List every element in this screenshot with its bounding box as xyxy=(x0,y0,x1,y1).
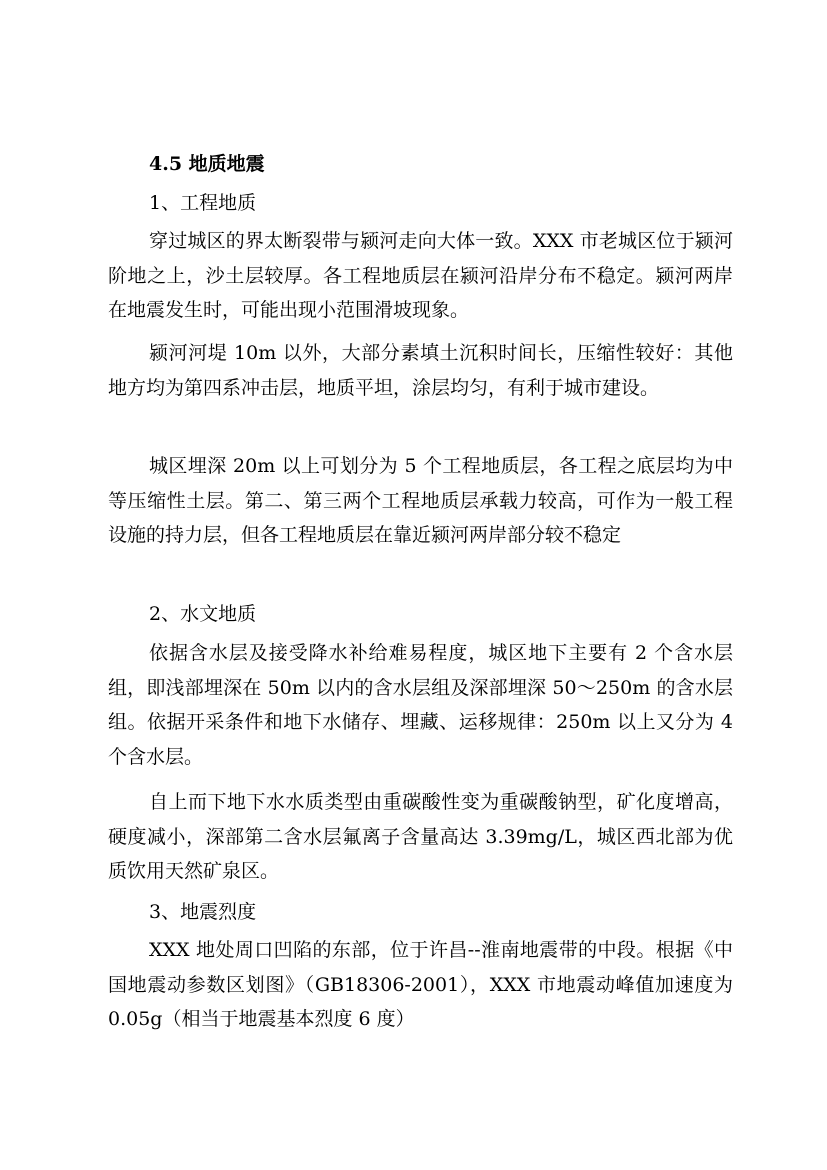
paragraph-seismic-zone: XXX 地处周口凹陷的东部，位于许昌--淮南地震带的中段。根据《中国地震动参数区划图》（GB18306-2001），XXX 市地震动峰值加速度为 0.05g（相当于地震基本烈度 6 度） xyxy=(108,939,733,1030)
paragraph-fault-zone: 穿过城区的界太断裂带与颍河走向大体一致。XXX 市老城区位于颍河阶地之上，沙土层较厚。各工程地质层在颍河沿岸分布不稳定。颍河两岸在地震发生时，可能出现小范围滑坡现象。 xyxy=(108,230,733,321)
subsection-title-engineering-geology: 1、工程地质 xyxy=(149,192,257,214)
subsection-title-seismic-intensity: 3、地震烈度 xyxy=(149,901,257,923)
paragraph-geologic-layers: 城区埋深 20m 以上可划分为 5 个工程地质层，各工程之底层均为中等压缩性土层。第二、第三两个工程地质层承载力较高，可作为一般工程设施的持力层，但各工程地质层在靠近颍河两岸部分较不稳定 xyxy=(108,455,733,546)
subsection-title-hydrogeology: 2、水文地质 xyxy=(149,603,257,625)
section-title: 4.5 地质地震 xyxy=(149,153,265,175)
paragraph-water-quality: 自上而下地下水水质类型由重碳酸性变为重碳酸钠型，矿化度增高，硬度减小，深部第二含水层氟离子含量高达 3.39mg/L，城区西北部为优质饮用天然矿泉区。 xyxy=(108,791,733,882)
paragraph-river-embankment: 颍河河堤 10m 以外，大部分素填土沉积时间长，压缩性较好：其他地方均为第四系冲击层，地质平坦，涂层均匀，有利于城市建设。 xyxy=(108,342,733,399)
paragraph-aquifers: 依据含水层及接受降水补给难易程度，城区地下主要有 2 个含水层组，即浅部埋深在 50m 以内的含水层组及深部埋深 50～250m 的含水层组。依据开采条件和地下水储存、埋藏、运移规律：250m 以上又分为 4 个含水层。 xyxy=(108,642,733,768)
